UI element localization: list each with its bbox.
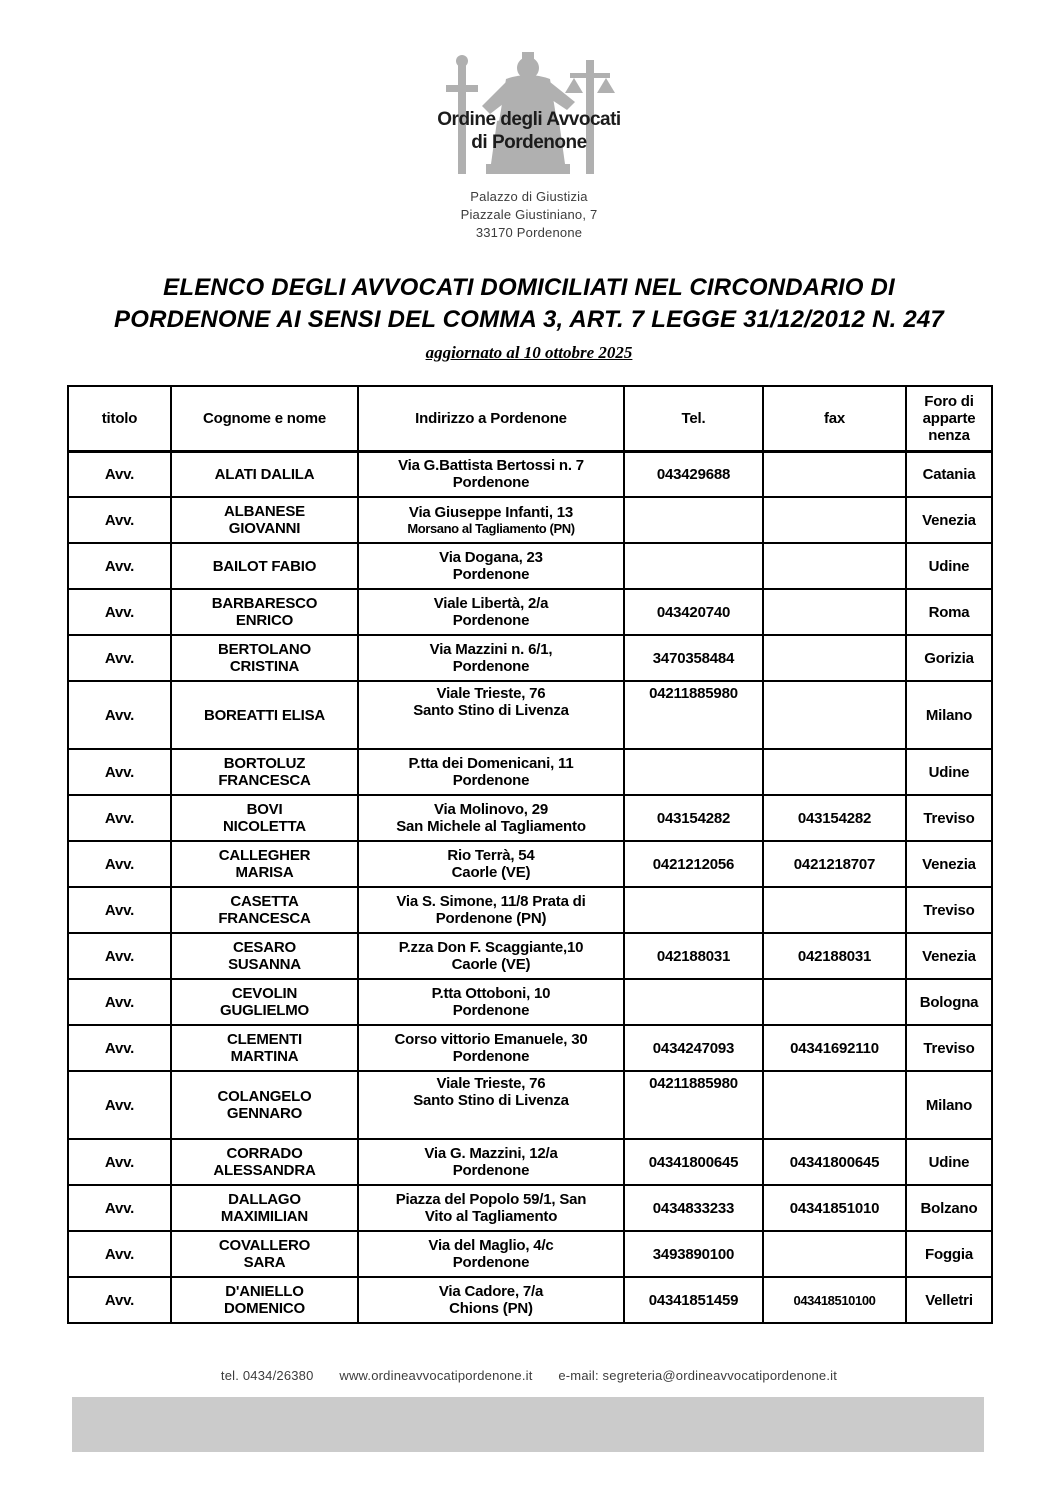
cell-fax	[763, 887, 906, 933]
cell-titolo: Avv.	[68, 589, 171, 635]
name-line: CORRADO	[226, 1145, 303, 1162]
address-line: Santo Stino di Livenza	[413, 702, 569, 719]
name-line: SARA	[243, 1254, 286, 1271]
cell-indirizzo	[358, 1139, 624, 1185]
cell-nome	[171, 1025, 358, 1071]
name-line: NICOLETTA	[223, 818, 306, 835]
lawyer-table	[67, 385, 993, 1324]
name-line: BERTOLANO	[218, 641, 311, 658]
cell-fax: 04341800645	[763, 1139, 906, 1185]
cell-foro: Venezia	[906, 933, 992, 979]
cell-fax	[763, 749, 906, 795]
footer-contacts	[0, 1368, 1058, 1383]
cell-tel: 3493890100	[624, 1231, 763, 1277]
cell-nome	[171, 589, 358, 635]
cell-indirizzo	[358, 795, 624, 841]
cell-titolo: Avv.	[68, 749, 171, 795]
cell-tel: 04341851459	[624, 1277, 763, 1323]
name-line: BAILOT FABIO	[212, 557, 317, 575]
hq-address-line1: Palazzo di Giustizia	[470, 189, 588, 204]
title-block	[0, 272, 1058, 363]
org-name	[369, 108, 689, 154]
cell-indirizzo	[358, 933, 624, 979]
col-header-tel: Tel.	[624, 386, 763, 451]
address-line: P.tta dei Domenicani, 11	[408, 755, 574, 772]
address-line: Pordenone	[452, 772, 530, 789]
table-header-row	[68, 386, 992, 451]
table-row	[68, 635, 992, 681]
page-title-line2: PORDENONE AI SENSI DEL COMMA 3, ART. 7 LEGGE 31/12/2012 N. 247	[114, 306, 944, 333]
cell-nome	[171, 635, 358, 681]
address-line: Viale Trieste, 76	[436, 685, 546, 702]
name-line: CESARO	[233, 939, 296, 956]
cell-titolo: Avv.	[68, 795, 171, 841]
cell-titolo: Avv.	[68, 1071, 171, 1139]
table-row	[68, 1139, 992, 1185]
table-row	[68, 933, 992, 979]
address-line: Via G. Mazzini, 12/a	[424, 1145, 558, 1162]
cell-titolo: Avv.	[68, 681, 171, 749]
name-line: ALESSANDRA	[213, 1162, 316, 1179]
cell-tel: 043420740	[624, 589, 763, 635]
address-line: Rio Terrà, 54	[447, 847, 535, 864]
footer-web: www.ordineavvocatipordenone.it	[339, 1368, 533, 1383]
cell-titolo: Avv.	[68, 635, 171, 681]
name-line: MARTINA	[230, 1048, 299, 1065]
cell-foro: Venezia	[906, 497, 992, 543]
cell-tel: 0434247093	[624, 1025, 763, 1071]
cell-fax: 043418510100	[763, 1277, 906, 1323]
col-header-indirizzo: Indirizzo a Pordenone	[358, 386, 624, 451]
name-line: ALBANESE	[224, 503, 305, 520]
cell-fax	[763, 497, 906, 543]
cell-indirizzo	[358, 589, 624, 635]
address-line: Caorle (VE)	[451, 956, 531, 973]
cell-tel	[624, 979, 763, 1025]
footer-tel: tel. 0434/26380	[220, 1368, 314, 1383]
cell-fax	[763, 1231, 906, 1277]
name-line: ALATI DALILA	[214, 465, 315, 483]
table-row	[68, 681, 992, 749]
table-row	[68, 451, 992, 497]
name-line: DOMENICO	[224, 1300, 305, 1317]
cell-nome	[171, 749, 358, 795]
cell-indirizzo	[358, 1025, 624, 1071]
table-row	[68, 1231, 992, 1277]
cell-fax	[763, 1071, 906, 1139]
address-line: Viale Trieste, 76	[436, 1075, 546, 1092]
page-title-line1: ELENCO DEGLI AVVOCATI DOMICILIATI NEL CIRCONDARIO DI	[163, 274, 895, 301]
name-line: CALLEGHER	[218, 847, 311, 864]
address-line: Pordenone	[452, 566, 530, 583]
cell-fax	[763, 543, 906, 589]
address-line: Viale Libertà, 2/a	[433, 595, 549, 612]
hq-address	[0, 188, 1058, 242]
cell-foro: Udine	[906, 1139, 992, 1185]
cell-indirizzo	[358, 1071, 624, 1139]
table-row	[68, 589, 992, 635]
cell-fax: 0421218707	[763, 841, 906, 887]
address-line: P.zza Don F. Scaggiante,10	[398, 939, 584, 956]
address-line: Pordenone	[452, 474, 530, 492]
cell-foro: Venezia	[906, 841, 992, 887]
cell-tel: 043154282	[624, 795, 763, 841]
address-line: San Michele al Tagliamento	[396, 818, 586, 835]
cell-tel: 3470358484	[624, 635, 763, 681]
cell-tel: 04341800645	[624, 1139, 763, 1185]
name-line: BOREATTI ELISA	[203, 706, 326, 724]
cell-nome	[171, 795, 358, 841]
name-line: COLANGELO	[217, 1088, 312, 1105]
table-row	[68, 543, 992, 589]
cell-nome	[171, 681, 358, 749]
address-line: Piazza del Popolo 59/1, San	[395, 1191, 587, 1208]
table-row	[68, 795, 992, 841]
logo	[434, 52, 624, 184]
cell-indirizzo	[358, 1231, 624, 1277]
table-row	[68, 841, 992, 887]
cell-tel	[624, 543, 763, 589]
name-line: SUSANNA	[228, 956, 301, 973]
address-line: Via Molinovo, 29	[433, 801, 549, 818]
cell-titolo: Avv.	[68, 451, 171, 497]
table-row	[68, 749, 992, 795]
address-line: Pordenone	[452, 1162, 530, 1179]
lawyer-table-wrap	[67, 385, 993, 1324]
cell-titolo: Avv.	[68, 979, 171, 1025]
cell-foro: Udine	[906, 543, 992, 589]
cell-nome	[171, 979, 358, 1025]
cell-nome	[171, 887, 358, 933]
cell-indirizzo	[358, 979, 624, 1025]
cell-indirizzo	[358, 543, 624, 589]
name-line: MAXIMILIAN	[220, 1208, 309, 1225]
cell-tel	[624, 887, 763, 933]
col-header-titolo: titolo	[68, 386, 171, 451]
table-row	[68, 1071, 992, 1139]
table-row	[68, 1277, 992, 1323]
name-line: CEVOLIN	[231, 985, 298, 1002]
name-line: GENNARO	[226, 1105, 303, 1122]
cell-foro: Bolzano	[906, 1185, 992, 1231]
address-line: Pordenone	[452, 1002, 530, 1019]
name-line: BARBARESCO	[211, 595, 318, 612]
name-line: ENRICO	[235, 612, 294, 629]
name-line: GIOVANNI	[228, 520, 301, 537]
cell-fax: 04341692110	[763, 1025, 906, 1071]
cell-fax: 042188031	[763, 933, 906, 979]
cell-fax: 04341851010	[763, 1185, 906, 1231]
cell-foro: Treviso	[906, 795, 992, 841]
address-line: Corso vittorio Emanuele, 30	[394, 1031, 588, 1048]
cell-tel	[624, 497, 763, 543]
address-line: Vito al Tagliamento	[424, 1208, 558, 1225]
address-line: Santo Stino di Livenza	[413, 1092, 569, 1109]
name-line: CLEMENTI	[226, 1031, 303, 1048]
address-line: Chions (PN)	[449, 1300, 533, 1317]
table-row	[68, 1185, 992, 1231]
cell-indirizzo	[358, 497, 624, 543]
name-line: COVALLERO	[218, 1237, 311, 1254]
cell-titolo: Avv.	[68, 1139, 171, 1185]
address-line: Pordenone	[452, 658, 530, 675]
address-line: Pordenone	[452, 612, 530, 629]
cell-foro: Udine	[906, 749, 992, 795]
name-line: CASETTA	[230, 893, 299, 910]
cell-titolo: Avv.	[68, 887, 171, 933]
cell-titolo: Avv.	[68, 1231, 171, 1277]
col-header-nome: Cognome e nome	[171, 386, 358, 451]
address-line: Via Mazzini n. 6/1,	[429, 641, 553, 658]
table-row	[68, 1025, 992, 1071]
cell-indirizzo	[358, 1277, 624, 1323]
org-name-line1: Ordine degli Avvocati	[437, 109, 621, 130]
footer-email: e-mail: segreteria@ordineavvocatipordenone.it	[558, 1368, 838, 1383]
address-line: Via G.Battista Bertossi n. 7	[398, 457, 584, 475]
address-line: Via S. Simone, 11/8 Prata di	[396, 893, 586, 910]
address-line: Caorle (VE)	[451, 864, 531, 881]
address-line: Via Cadore, 7/a	[438, 1283, 544, 1300]
cell-indirizzo	[358, 841, 624, 887]
lawyer-table-body	[68, 451, 992, 1323]
name-line: BORTOLUZ	[223, 755, 306, 772]
cell-tel: 0434833233	[624, 1185, 763, 1231]
table-row	[68, 497, 992, 543]
cell-nome	[171, 1071, 358, 1139]
col-header-fax: fax	[763, 386, 906, 451]
address-line: Pordenone	[452, 1048, 530, 1065]
cell-titolo: Avv.	[68, 933, 171, 979]
address-line: Via Dogana, 23	[439, 549, 543, 566]
cell-nome	[171, 451, 358, 497]
cell-foro: Milano	[906, 681, 992, 749]
cell-fax	[763, 635, 906, 681]
name-line: MARISA	[235, 864, 294, 881]
cell-fax	[763, 589, 906, 635]
cell-titolo: Avv.	[68, 543, 171, 589]
cell-nome	[171, 543, 358, 589]
cell-foro: Treviso	[906, 1025, 992, 1071]
name-line: FRANCESCA	[218, 772, 311, 789]
cell-fax: 043154282	[763, 795, 906, 841]
footer-bar	[72, 1397, 984, 1452]
letterhead	[0, 52, 1058, 242]
name-line: GUGLIELMO	[219, 1002, 310, 1019]
cell-foro: Gorizia	[906, 635, 992, 681]
cell-tel	[624, 749, 763, 795]
cell-nome	[171, 841, 358, 887]
name-line: FRANCESCA	[218, 910, 311, 927]
cell-tel: 042188031	[624, 933, 763, 979]
cell-nome	[171, 933, 358, 979]
col-header-foro: Foro di apparte nenza	[906, 386, 992, 451]
table-row	[68, 979, 992, 1025]
cell-foro: Velletri	[906, 1277, 992, 1323]
cell-foro: Treviso	[906, 887, 992, 933]
name-line: CRISTINA	[229, 658, 300, 675]
cell-nome	[171, 497, 358, 543]
cell-indirizzo	[358, 681, 624, 749]
cell-foro: Catania	[906, 451, 992, 497]
cell-fax	[763, 979, 906, 1025]
cell-foro: Milano	[906, 1071, 992, 1139]
cell-foro: Bologna	[906, 979, 992, 1025]
name-line: D'ANIELLO	[225, 1283, 304, 1300]
cell-tel: 043429688	[624, 451, 763, 497]
cell-tel: 0421212056	[624, 841, 763, 887]
cell-titolo: Avv.	[68, 1185, 171, 1231]
name-line: DALLAGO	[228, 1191, 301, 1208]
address-line: Morsano al Tagliamento (PN)	[407, 521, 575, 536]
cell-fax	[763, 681, 906, 749]
cell-foro: Roma	[906, 589, 992, 635]
org-name-line2: di Pordenone	[471, 132, 587, 153]
cell-nome	[171, 1185, 358, 1231]
address-line: P.tta Ottoboni, 10	[431, 985, 551, 1002]
cell-nome	[171, 1277, 358, 1323]
cell-titolo: Avv.	[68, 1277, 171, 1323]
address-line: Via Giuseppe Infanti, 13	[408, 504, 574, 521]
cell-indirizzo	[358, 635, 624, 681]
cell-tel: 04211885980	[624, 681, 763, 749]
cell-titolo: Avv.	[68, 497, 171, 543]
hq-address-line2: Piazzale Giustiniano, 7	[460, 207, 598, 222]
cell-foro: Foggia	[906, 1231, 992, 1277]
address-line: Pordenone (PN)	[435, 910, 547, 927]
cell-tel: 04211885980	[624, 1071, 763, 1139]
hq-address-line3: 33170 Pordenone	[475, 225, 583, 240]
cell-indirizzo	[358, 887, 624, 933]
cell-indirizzo	[358, 451, 624, 497]
cell-indirizzo	[358, 749, 624, 795]
cell-fax	[763, 451, 906, 497]
name-line: BOVI	[246, 801, 283, 818]
address-line: Via del Maglio, 4/c	[428, 1237, 554, 1254]
cell-titolo: Avv.	[68, 1025, 171, 1071]
cell-nome	[171, 1231, 358, 1277]
table-row	[68, 887, 992, 933]
cell-indirizzo	[358, 1185, 624, 1231]
address-line: Pordenone	[452, 1254, 530, 1271]
updated-date: aggiornato al 10 ottobre 2025	[425, 343, 633, 362]
cell-titolo: Avv.	[68, 841, 171, 887]
cell-nome	[171, 1139, 358, 1185]
